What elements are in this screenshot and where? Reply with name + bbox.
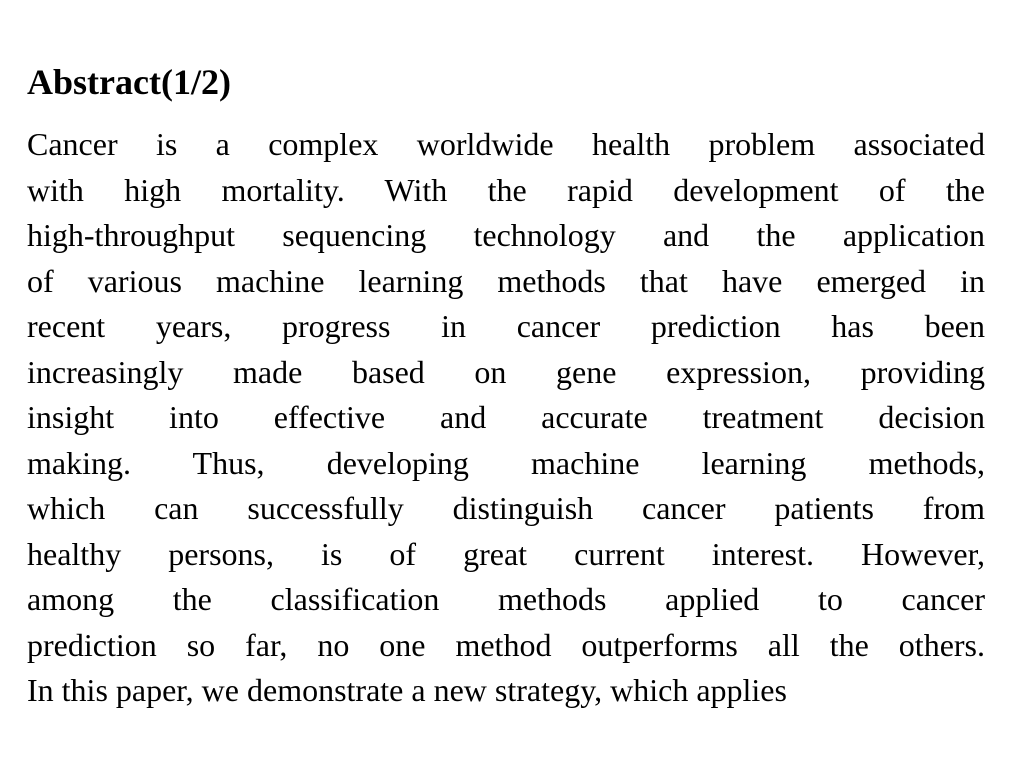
abstract-line-10: healthy persons, is of great current interest. However,	[27, 535, 985, 572]
abstract-line-8: making. Thus, developing machine learning methods,	[27, 444, 985, 481]
abstract-line-13: In this paper, we demonstrate a new strategy, which applies	[27, 672, 787, 708]
abstract-line-9: which can successfully distinguish cancer patients from	[27, 490, 985, 526]
abstract-line-1: Cancer is a complex worldwide health problem associated	[27, 126, 985, 162]
abstract-body	[27, 122, 985, 714]
abstract-line-3: high-throughput sequencing technology and the application	[27, 217, 985, 253]
slide-title: Abstract(1/2)	[27, 62, 231, 102]
abstract-line-6: increasingly made based on gene expression, providing	[27, 353, 985, 390]
abstract-line-5: recent years, progress in cancer prediction has been	[27, 308, 985, 344]
abstract-line-7: insight into effective and accurate treatment decision	[27, 399, 985, 435]
abstract-line-12: prediction so far, no one method outperforms all the others.	[27, 626, 985, 663]
abstract-line-2: with high mortality. With the rapid development of the	[27, 171, 985, 208]
abstract-line-11: among the classification methods applied to cancer	[27, 581, 985, 617]
abstract-line-4: of various machine learning methods that have emerged in	[27, 262, 985, 299]
